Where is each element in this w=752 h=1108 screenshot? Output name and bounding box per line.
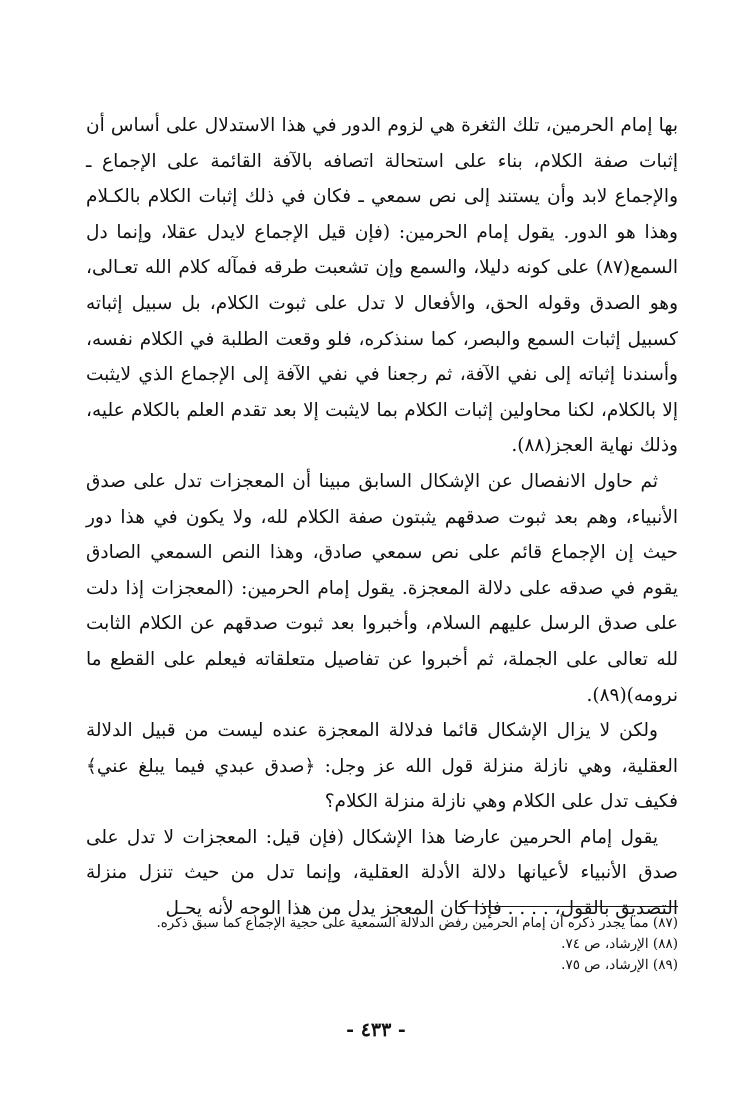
paragraph-3: ولكن لا يزال الإشكال قائما فدلالة المعجزة عنده ليست من قبيل الدلالة العقلية، وهي نازلة منزلة قول الله عز وجل: ﴿صدق عبدي فيما يبلغ عني﴾ فكيف تدل على الكلام وهي نازلة منزلة الكلام؟ bbox=[86, 720, 678, 813]
footnotes bbox=[86, 913, 678, 976]
page-number: - ٤٣٣ - bbox=[346, 1019, 406, 1041]
paragraph-2: ثم حاول الانفصال عن الإشكال السابق مبينا أن المعجزات تدل على صدق الأنبياء، وهم بعد ثبوت صدقهم يثبتون صفة الكلام لله، ولا يكون في هذا دور حيث إن الإجماع قائم على نص سمعي صادق، وهذا النص السمعي الصادق يقوم في صدقه على دلالة المعجزة. يقول إمام الحرمين: (المعجزات إذا دلت على صدق الرسل عليهم السلام، وأخبروا بعد ثبوت صدقهم عن الكلام الثابت لله تعالى على الجملة، ثم أخبروا عن تفاصيل متعلقاته فيعلم على القطع ما نرومه)(٨٩). bbox=[86, 470, 678, 706]
footnote-88: (٨٨) الإرشاد، ص ٧٤. bbox=[561, 936, 678, 952]
footnote-89: (٨٩) الإرشاد، ص ٧٥. bbox=[561, 957, 678, 973]
paragraph-4: يقول إمام الحرمين عارضا هذا الإشكال (فإن قيل: المعجزات لا تدل على صدق الأنبياء لأعيانها دلالة الأدلة العقلية، وإنما تدل من حيث تنزل منزلة التصديق بالقول، . . . . فإذا كان المعجز يدل من هذا الوجه لأنه يحـل bbox=[86, 826, 678, 920]
footnote-87: (٨٧) مما يجدر ذكره أن إمام الحرمين رفض الدلالة السمعية على حجية الإجماع كما سبق ذكره. bbox=[156, 915, 678, 931]
paragraph-1: بها إمام الحرمين، تلك الثغرة هي لزوم الدور في هذا الاستدلال على أساس أن إثبات صفة الكلام، بناء على استحالة اتصافه بالآفة القائمة على الإجماع ـ والإجماع لابد وأن يستند إلى نص سمعي ـ فكان في ذلك إثبات الكلام بالكـلام وهذا هو الدور. يقول إمام الحرمين: (فإن قيل الإجماع لايدل عقلا، وإنما دل السمع(٨٧) على كونه دليلا، والسمع وإن تشعبت طرقه فمآله كلام الله تعـالى، وهو الصدق وقوله الحق، والأفعال لا تدل على ثبوت الكلام، بل سبيل إثباته كسبيل إثبات السمع والبصر، كما سنذكره، فلو وقعت الطلبة في الكلام نفسه، وأسندنا إثباته إلى نفي الآفة، ثم رجعنا في نفي الآفة إلى الإجماع الذي لايثبت إلا بالكلام، لكنا محاولين إثبات الكلام بما لايثبت إلا بعد تقدم العلم بالكلام عليه، وذلك نهاية العجز(٨٨). bbox=[86, 115, 678, 457]
main-text bbox=[86, 108, 678, 927]
footnote-divider bbox=[458, 906, 678, 907]
